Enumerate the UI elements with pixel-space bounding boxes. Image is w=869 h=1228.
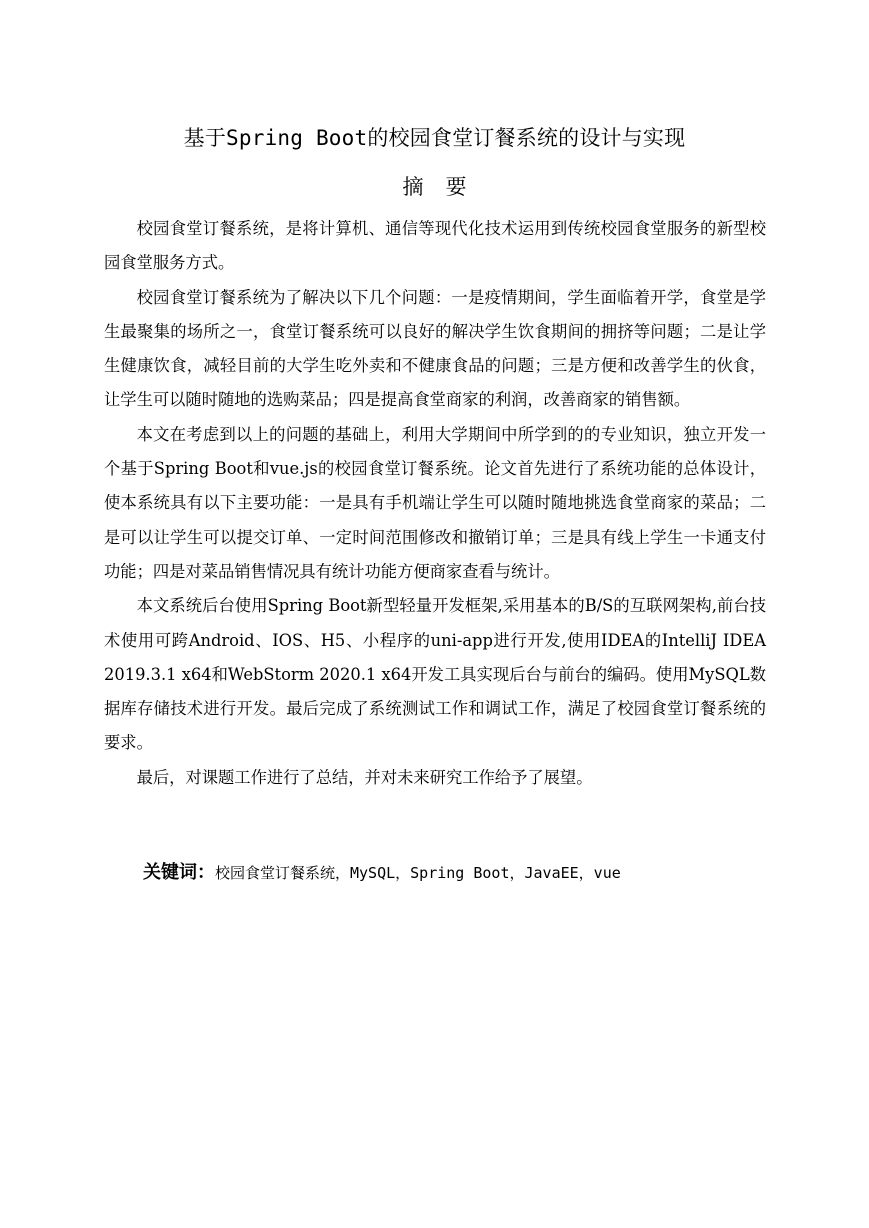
abstract-paragraph: 校园食堂订餐系统，是将计算机、通信等现代化技术运用到传统校园食堂服务的新型校园食堂服务方式。 [104, 219, 766, 273]
abstract-heading: 摘要 [402, 175, 489, 199]
abstract-paragraph: 本文系统后台使用Spring Boot新型轻量开发框架,采用基本的B/S的互联网架构,前台技术使用可跨Android、IOS、H5、小程序的uni-app进行开发,使用IDEA的IntelliJ IDEA 2019.3.1 x64和WebStorm 2020.1 x64开发工具实现后台与前台的编码。使用MySQL数据库存储技术进行开发。最后完成了系统测试工作和调试工作，满足了校园食堂订餐系统的要求。 [104, 596, 766, 753]
abstract-paragraph: 最后，对课题工作进行了总结，并对未来研究工作给予了展望。 [136, 767, 593, 787]
abstract-paragraph: 校园食堂订餐系统为了解决以下几个问题：一是疫情期间，学生面临着开学，食堂是学生最聚集的场所之一，食堂订餐系统可以良好的解决学生饮食期间的拥挤等问题；二是让学生健康饮食，减轻目前的大学生吃外卖和不健康食品的问题；三是方便和改善学生的伙食，让学生可以随时随地的选购菜品；四是提高食堂商家的利润，改善商家的销售额。 [104, 287, 766, 410]
keywords-values: 校园食堂订餐系统，MySQL，Spring Boot，JavaEE，vue [215, 864, 621, 882]
keywords-line [143, 856, 783, 890]
abstract-paragraph: 本文在考虑到以上的问题的基础上，利用大学期间中所学到的的专业知识，独立开发一个基于Spring Boot和vue.js的校园食堂订餐系统。论文首先进行了系统功能的总体设计，使本系统具有以下主要功能：一是具有手机端让学生可以随时随地挑选食堂商家的菜品；二是可以让学生可以提交订单、一定时间范围修改和撤销订单；三是具有线上学生一卡通支付功能；四是对菜品销售情况具有统计功能方便商家查看与统计。 [104, 424, 766, 581]
keywords-label: 关键词： [143, 862, 215, 883]
document-title: 基于Spring Boot的校园食堂订餐系统的设计与实现 [183, 126, 686, 150]
abstract-body [104, 212, 766, 795]
